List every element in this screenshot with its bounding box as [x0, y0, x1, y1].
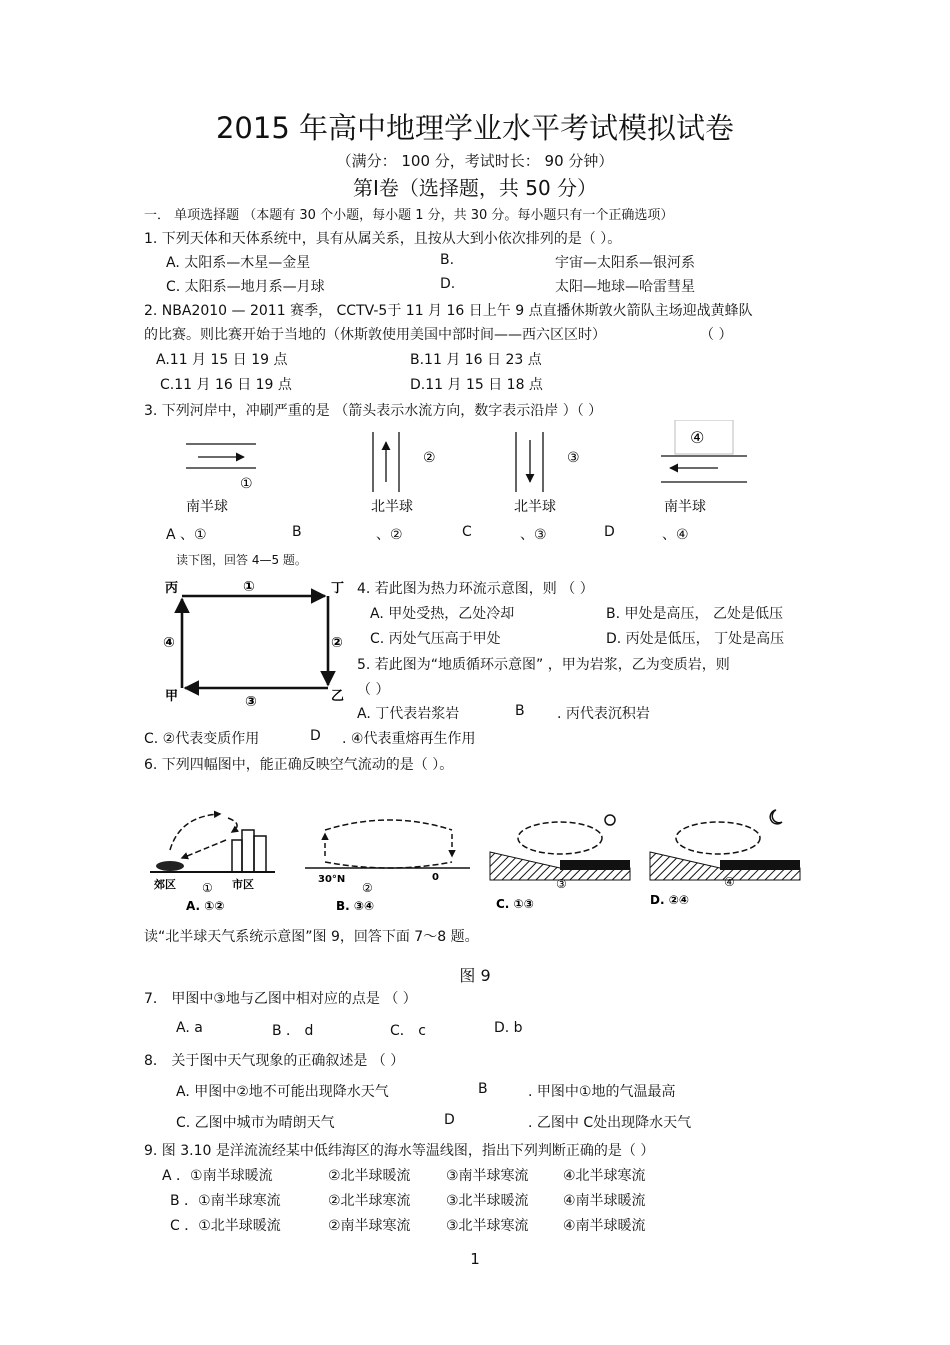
q8-option-d: . 乙图中 C处出现降水天气: [528, 1115, 692, 1131]
part-title: 第Ⅰ卷（选择题，共 50 分）: [352, 176, 598, 200]
fig1-num: ①: [240, 476, 253, 492]
q6-stem: 6. 下列四幅图中，能正确反映空气流动的是（ ）。: [144, 757, 454, 773]
q7-option-d: D. b: [494, 1020, 523, 1036]
figure-9-caption: 图 9: [459, 966, 491, 985]
q8-stem: 8． 关于图中天气现象的正确叙述是 （ ）: [144, 1053, 405, 1069]
q4-option-c: C. 丙处气压高于甲处: [370, 631, 501, 647]
q5-answer-paren: （ ）: [357, 682, 390, 698]
q1-option-b-letter: B.: [440, 252, 455, 268]
fig6-1-right-label: 市区: [232, 878, 254, 891]
q9-option-b-4: ④南半球暖流: [563, 1193, 646, 1209]
flow-3-loop: [518, 822, 602, 854]
q1-option-a: A. 太阳系—木星—金星: [166, 255, 311, 271]
q9-option-c-4: ④南半球暖流: [563, 1218, 646, 1234]
edge-label-4: ④: [163, 635, 175, 651]
q8-option-a: A. 甲图中②地不可能出现降水天气: [176, 1084, 389, 1100]
q9-stem: 9. 图 3.10 是洋流流经某中低纬海区的海水等温线图，指出下列判断正确的是（ ）: [144, 1143, 655, 1159]
q7-option-c: C． c: [390, 1023, 426, 1039]
read-4-5-instruction: 读下图，回答 4—5 题。: [176, 553, 307, 567]
q9-option-c-1: C ．①北半球暖流: [170, 1218, 281, 1234]
fig4-label: 南半球: [664, 499, 706, 515]
q3-option-b: 、②: [376, 527, 403, 543]
page-number: 1: [470, 1250, 480, 1268]
q4-option-a: A. 甲处受热，乙处冷却: [370, 606, 515, 622]
q9-option-b-3: ③北半球暖流: [446, 1193, 529, 1209]
fig4-num: ④: [690, 428, 705, 447]
building-3: [254, 836, 266, 872]
q9-option-c-2: ②南半球寒流: [328, 1218, 411, 1234]
q2-option-a: A.11 月 15 日 19 点: [156, 352, 288, 368]
q6-air-flow-figures: [140, 800, 810, 920]
q1-stem: 1. 下列天体和天体系统中，具有从属关系，且按从大到小依次排列的是（ ）。: [144, 231, 622, 247]
q1-option-d: 太阳—地球—哈雷彗星: [555, 279, 695, 295]
q5-option-d-letter: D: [310, 728, 321, 744]
edge-label-1: ①: [243, 579, 255, 595]
q9-option-c-3: ③北半球寒流: [446, 1218, 529, 1234]
flow-1-up: [170, 814, 220, 850]
read-7-8-instruction: 读“北半球天气系统示意图”图 9，回答下面 7～8 题。: [144, 929, 479, 945]
fig6-2-left-label: 30°N: [318, 874, 346, 885]
q9-option-b-1: B ．①南半球寒流: [170, 1193, 281, 1209]
q2-option-c: C.11 月 16 日 19 点: [160, 377, 292, 393]
flow-1-right: [228, 818, 237, 832]
q6-option-b: B. ③④: [336, 899, 375, 913]
q1-option-d-letter: D.: [440, 276, 456, 292]
q5-option-d: . ④代表重熔再生作用: [342, 731, 476, 747]
q6-option-c: C. ①③: [496, 897, 534, 911]
q8-option-b-letter: B: [478, 1081, 488, 1097]
corner-yi: 乙: [331, 689, 345, 704]
moon-icon: [770, 810, 782, 824]
q2-option-b: B.11 月 16 日 23 点: [410, 352, 542, 368]
fig6-1-num: ①: [202, 881, 213, 895]
q3-option-d: 、④: [662, 527, 689, 543]
fig2-num: ②: [423, 450, 436, 466]
corner-bing: 丙: [165, 581, 179, 596]
edge-label-2: ②: [331, 635, 343, 651]
q4-option-d: D. 丙处是低压， 丁处是高压: [606, 631, 785, 647]
fig3-num: ③: [567, 450, 580, 466]
flow-1-down: [182, 840, 226, 858]
q3-river-bank-figures: [140, 420, 780, 520]
building-2: [242, 830, 254, 872]
q8-option-d-letter: D: [444, 1112, 455, 1128]
fig3-label: 北半球: [514, 499, 556, 515]
q5-stem: 5. 若此图为“地质循环示意图” ，甲为岩浆，乙为变质岩，则: [357, 657, 730, 673]
q1-option-b: 宇宙—太阳系—银河系: [555, 255, 695, 271]
sun-icon: [605, 815, 615, 825]
corner-jia: 甲: [165, 689, 179, 704]
corner-ding: 丁: [331, 581, 345, 596]
q7-stem: 7． 甲图中③地与乙图中相对应的点是 （ ）: [144, 991, 417, 1007]
water-body-4: [720, 860, 800, 870]
q5-option-b-letter: B: [515, 703, 525, 719]
q2-answer-paren: （ ）: [700, 327, 733, 343]
fig6-1-left-label: 郊区: [154, 878, 176, 891]
q4-option-b: B. 甲处是高压， 乙处是低压: [606, 606, 783, 622]
q3-stem: 3. 下列河岸中，冲刷严重的是 （箭头表示水流方向，数字表示沿岸 ）（ ）: [144, 403, 603, 419]
q5-option-b: . 丙代表沉积岩: [557, 706, 650, 722]
suburb-trees: [156, 861, 184, 871]
q2-option-d: D.11 月 15 日 18 点: [410, 377, 543, 393]
fig2-label: 北半球: [371, 499, 413, 515]
fig6-4-num: ④: [724, 875, 735, 889]
q4-stem: 4. 若此图为热力环流示意图，则 （ ）: [357, 581, 594, 597]
exam-subtitle: （满分： 100 分，考试时长： 90 分钟）: [336, 152, 614, 170]
q3-option-d-letter: D: [604, 524, 615, 540]
q2-stem-line2: 的比赛。则比赛开始于当地的（休斯敦使用美国中部时间——西六区区时）: [144, 327, 606, 343]
q3-option-a: A 、①: [166, 527, 207, 543]
q6-option-a: A. ①②: [186, 899, 225, 913]
fig6-2-num: ②: [362, 881, 373, 895]
q8-option-b: . 甲图中①地的气温最高: [528, 1084, 676, 1100]
q9-option-a-4: ④北半球寒流: [563, 1168, 646, 1184]
q1-option-c: C. 太阳系—地月系—月球: [166, 279, 325, 295]
section-heading: 一． 单项选择题 （本题有 30 个小题，每小题 1 分，共 30 分。每小题只有一个正确选项）: [144, 208, 674, 223]
fig6-3-num: ③: [556, 877, 567, 891]
fig6-2-right-label: 0: [432, 872, 439, 883]
q7-option-a: A. a: [176, 1020, 203, 1036]
q2-stem-line1: 2. NBA2010 — 2011 赛季， CCTV-5于 11 月 16 日上午 9 点直播休斯敦火箭队主场迎战黄蜂队: [144, 303, 753, 319]
q3-option-c: 、③: [520, 527, 547, 543]
q7-option-b: B ． d: [272, 1023, 314, 1039]
building-1: [232, 840, 242, 872]
q5-option-a: A. 丁代表岩浆岩: [357, 706, 460, 722]
q3-option-b-letter: B: [292, 524, 302, 540]
q8-option-c: C. 乙图中城市为晴朗天气: [176, 1115, 335, 1131]
q3-option-c-letter: C: [462, 524, 472, 540]
q5-option-c: C. ②代表变质作用: [144, 731, 260, 747]
q9-option-a-3: ③南半球寒流: [446, 1168, 529, 1184]
circulation-diagram: [155, 572, 350, 712]
q6-option-d: D. ②④: [650, 893, 690, 907]
q9-option-a-1: A ．①南半球暖流: [162, 1168, 273, 1184]
edge-label-3: ③: [245, 694, 257, 710]
q9-option-a-2: ②北半球暖流: [328, 1168, 411, 1184]
flow-2-bottom: [325, 862, 452, 868]
flow-2-top: [325, 820, 452, 830]
fig1-label: 南半球: [186, 499, 228, 515]
exam-title: 2015 年高中地理学业水平考试模拟试卷: [215, 111, 735, 145]
q9-option-b-2: ②北半球寒流: [328, 1193, 411, 1209]
water-body-3: [560, 860, 630, 870]
flow-4-loop: [676, 822, 760, 854]
